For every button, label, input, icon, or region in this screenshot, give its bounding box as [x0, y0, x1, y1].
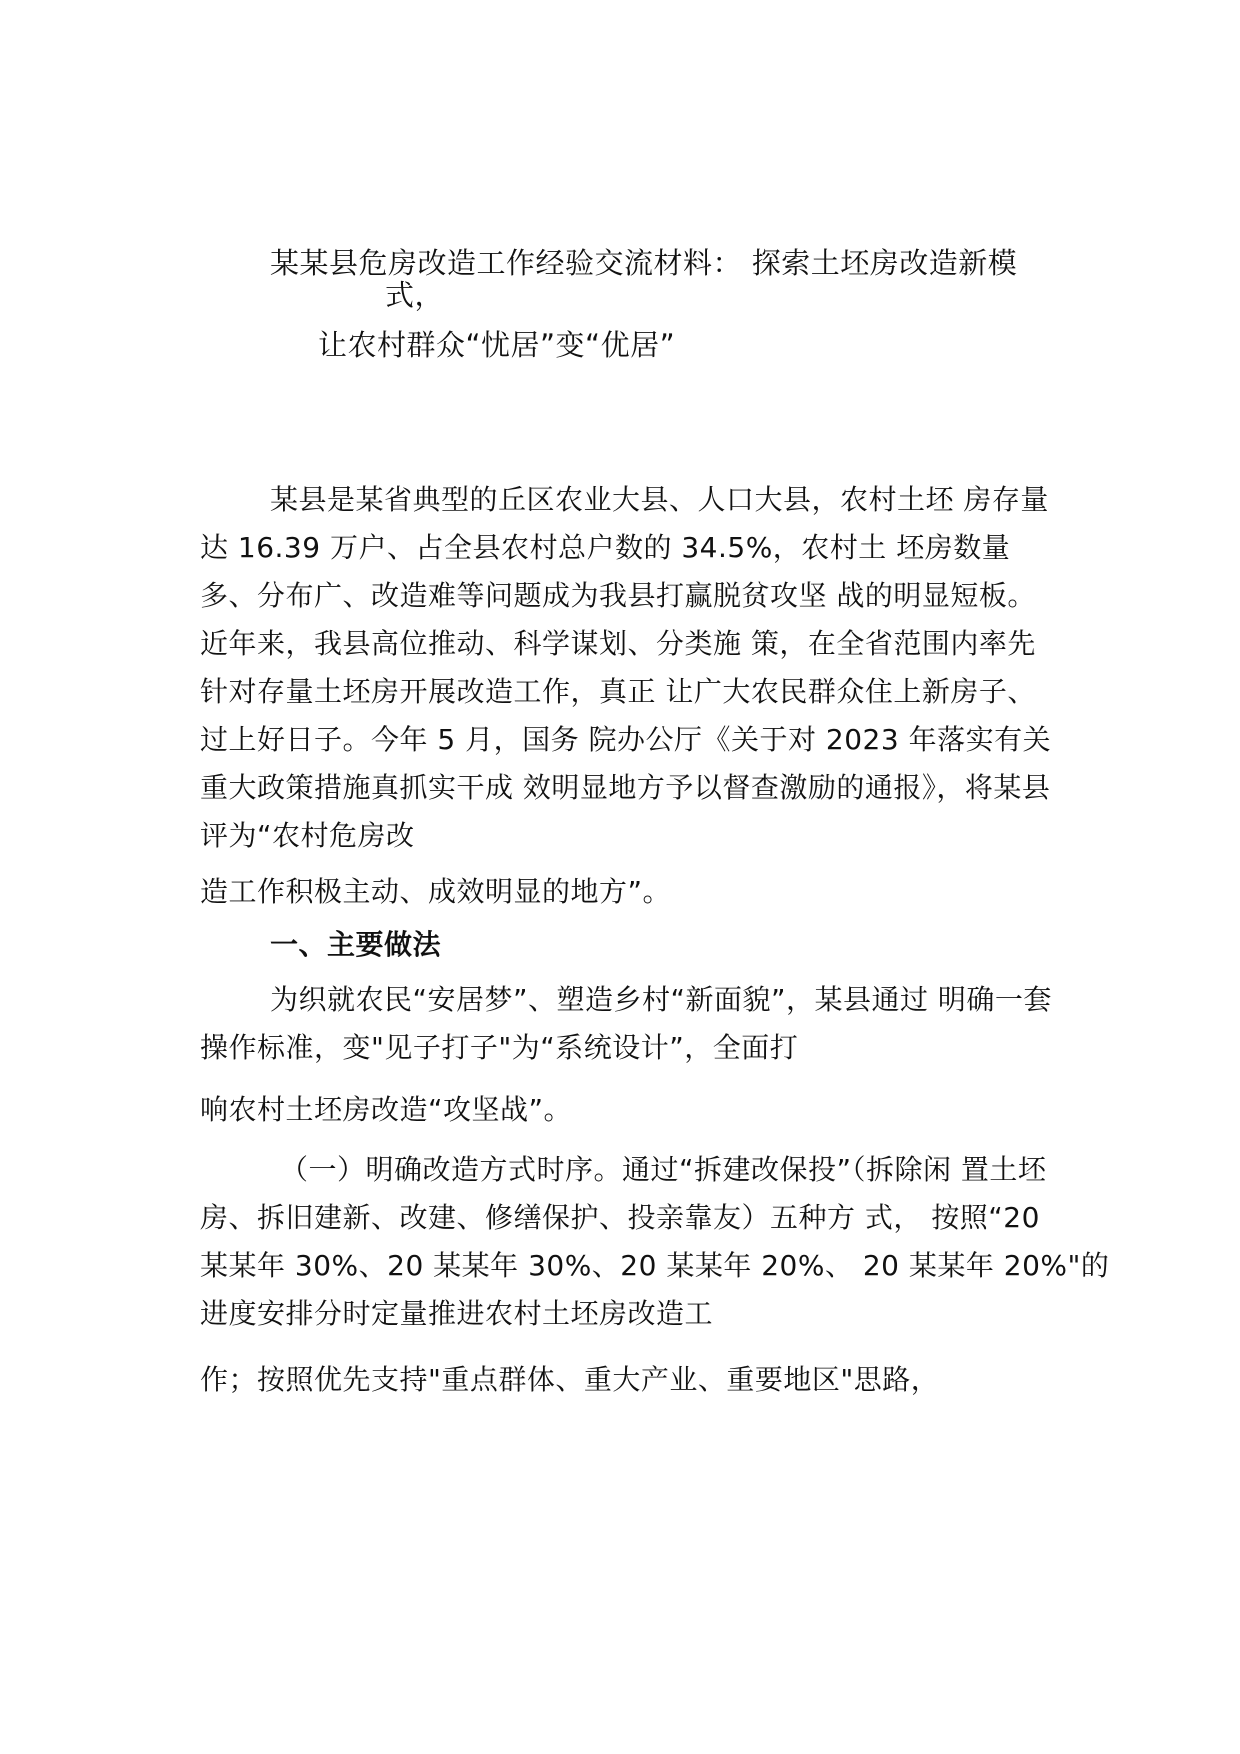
document-title-line-1: 某某县危房改造工作经验交流材料： 探索土坯房改造新模	[270, 246, 1018, 280]
paragraph-line: 达 16.39 万户、占全县农村总户数的 34.5%，农村土 坯房数量	[200, 531, 1011, 564]
paragraph-line: 操作标准，变"见子打子"为“系统设计”，全面打	[200, 1031, 799, 1064]
paragraph-line: （一）明确改造方式时序。通过“拆建改保投”（拆除闲 置土坯	[280, 1153, 1047, 1186]
paragraph-line: 作；按照优先支持"重点群体、重大产业、重要地区"思路，	[200, 1363, 940, 1396]
paragraph-line: 重大政策措施真抓实干成 效明显地方予以督查激励的通报》，将某县	[200, 771, 1051, 804]
paragraph-line: 针对存量土坯房开展改造工作，真正 让广大农民群众住上新房子、	[200, 675, 1036, 708]
paragraph-line: 某县是某省典型的丘区农业大县、人口大县，农村土坯 房存量	[270, 483, 1049, 516]
paragraph-line: 响农村土坯房改造“攻坚战”。	[200, 1093, 573, 1126]
paragraph-line: 过上好日子。今年 5 月，国务 院办公厅《关于对 2023 年落实有关	[200, 723, 1052, 756]
paragraph-line: 造工作积极主动、成效明显的地方”。	[200, 875, 672, 908]
paragraph-line: 多、分布广、改造难等问题成为我县打赢脱贫攻坚 战的明显短板。	[200, 579, 1036, 612]
paragraph-line: 近年来，我县高位推动、科学谋划、分类施 策，在全省范围内率先	[200, 627, 1036, 660]
document-subtitle: 让农村群众“忧居”变“优居”	[318, 328, 676, 362]
paragraph-line: 某某年 30%、20 某某年 30%、20 某某年 20%、 20 某某年 20%"的	[200, 1249, 1110, 1282]
paragraph-line: 房、拆旧建新、改建、修缮保护、投亲靠友）五种方 式， 按照“20	[200, 1201, 1040, 1234]
section-heading: 一、主要做法	[270, 928, 442, 961]
paragraph-line: 为织就农民“安居梦”、塑造乡村“新面貌”，某县通过 明确一套	[270, 983, 1052, 1016]
paragraph-line: 评为“农村危房改	[200, 819, 415, 852]
document-title-line-2: 式，	[385, 278, 445, 312]
paragraph-line: 进度安排分时定量推进农村土坯房改造工	[200, 1297, 714, 1330]
